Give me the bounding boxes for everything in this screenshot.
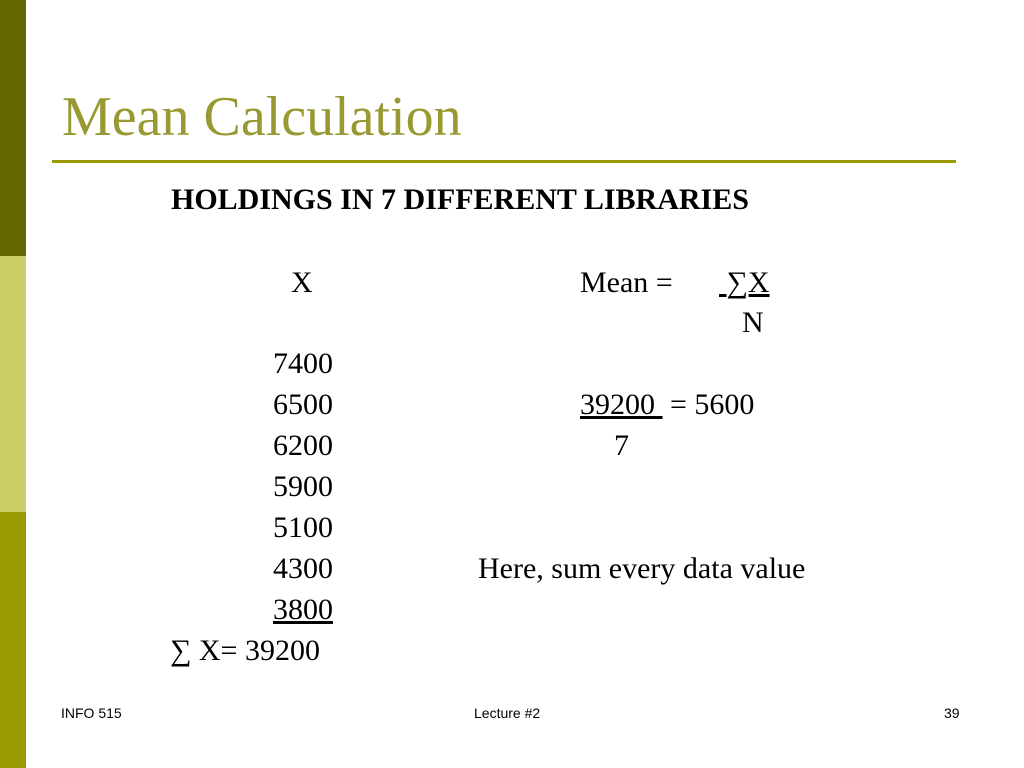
accent-bar-top	[0, 0, 26, 256]
title-divider	[52, 160, 956, 163]
accent-bar-bottom	[0, 512, 26, 768]
value-5: 5100	[273, 511, 333, 544]
value-2: 6500	[273, 388, 333, 421]
slide-title: Mean Calculation	[62, 86, 462, 148]
value-1: 7400	[273, 347, 333, 380]
calculation-numerator: 39200	[580, 388, 663, 421]
calculation-row	[580, 387, 754, 423]
calculation-denominator: 7	[614, 429, 629, 462]
explanation-note: Here, sum every data value	[478, 552, 806, 585]
footer-page-number: 39	[944, 705, 960, 721]
accent-bar-middle	[0, 256, 26, 512]
formula-numerator-symbol: ∑X	[726, 266, 770, 299]
value-6: 4300	[273, 552, 333, 585]
mean-formula-label: Mean =	[580, 266, 673, 299]
footer-course: INFO 515	[61, 705, 122, 721]
mean-formula-numerator	[719, 265, 770, 301]
mean-formula-denominator: N	[742, 306, 764, 339]
value-7: 3800	[273, 593, 333, 626]
formula-numerator-padding	[719, 266, 727, 299]
value-4: 5900	[273, 470, 333, 503]
table-heading: HOLDINGS IN 7 DIFFERENT LIBRARIES	[171, 183, 749, 216]
value-3: 6200	[273, 429, 333, 462]
sum-total: ∑ X= 39200	[170, 634, 320, 667]
footer-lecture: Lecture #2	[474, 705, 541, 721]
column-header-x: X	[291, 266, 313, 299]
calculation-result: = 5600	[670, 388, 755, 421]
